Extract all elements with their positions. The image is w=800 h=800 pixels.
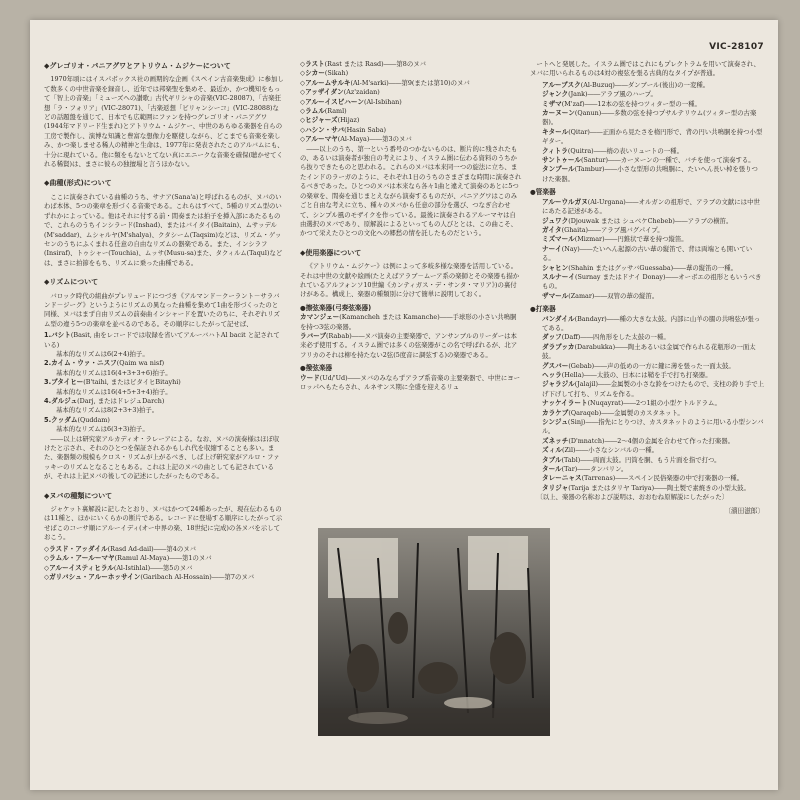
instrument-orig: (Sinj) xyxy=(567,418,586,427)
nuba-item xyxy=(300,88,522,97)
instrument-name: ヘッラ xyxy=(542,371,562,379)
nuba-number: ――第9(または第10)のヌバ xyxy=(388,78,470,87)
instrument-item xyxy=(542,245,764,264)
nuba-item xyxy=(300,116,522,125)
instrument-orig: (Ghaita) xyxy=(561,225,589,234)
instrument-orig: (Jalajil) xyxy=(574,380,598,389)
rhythm-name: 1.バシト xyxy=(44,331,71,340)
instrument-desc: ――オーボエの祖形ともいうべきもの。 xyxy=(542,272,762,291)
nuba-name: ◇アルームサルキ xyxy=(300,78,351,87)
column-1 xyxy=(44,62,284,582)
heading-performers: ◆グレゴリオ・パニアグワとアトリウム・ムジケーについて xyxy=(44,62,231,70)
paragraph-nuba-types: ジャケット裏解説に記したとおり、ヌバはかつて24種あったが、現在伝わるものは11種と、ほかにいくらかの断片である。レコードに登場する順序にしたがって示せばこのコーサ順にアルーイディ(オー中界の楽、18世紀に完成)の各ヌバを示しておこう。 xyxy=(44,505,283,542)
instrument-desc: ――手球形の小さい共鳴胴を持つ3弦の楽器。 xyxy=(300,313,517,331)
instrument-desc: ――スペイン民俗楽器の中で打楽器の一種。 xyxy=(615,474,744,483)
instrument-orig: (Tar) xyxy=(561,465,578,474)
instrument-item xyxy=(542,217,764,226)
rhythm-detail: (Qaim wa nisf) xyxy=(116,359,165,368)
nuba-name: ◇ガリバシュ・アルーホッサイン xyxy=(44,572,141,581)
paragraph-performers: 1970年頃にはイスパボックス社の画期的な企画《スペイン古音楽集成》に参加して数多くの中世音楽を録音し、近年では邦楽聖を集めそ、最近か、かつ機知をもって「智上の音楽」「ミューズへの讃歌」古代ギリシャの音楽(VIC-28087)、「古楽狂想「ラ・フォリア」(VIC-28071)、「古楽返想「ビリャンシーコ」(VIC-28088)などの話題盤を通じて、日本でも広範囲にファンを持つグレゴリオ・パニアグワ(1944年マドリード生まれ)とアトリウム・ムジケー、中世のあらゆる楽器を自らの工房で製作し、演博な知識と豊富な想像力を駆使しながら、どこまでも音楽を楽しみ、かつ楽しませる稀人の精神と生命は、1977年に発表されたこのアルバムにも、十分に現れている。他に類をもないとてない真にエニークな音楽を確保(聴かせてくれる稀賢)は、まさに彼らの独擅場と言うほかない。 xyxy=(44,75,284,169)
rhythm-item xyxy=(44,378,284,397)
instrument-orig: (Darabukka) xyxy=(574,342,616,351)
nuba-item xyxy=(44,545,284,554)
instrument-item xyxy=(542,315,764,334)
paragraph-source-note: 〔以上、楽器の名称および説明は、おおむね原解説にしたがった〕 xyxy=(536,493,729,502)
instrument-name: ガイタ xyxy=(542,225,562,234)
nuba-name: ◇ラスト xyxy=(300,60,325,68)
instrument-item xyxy=(542,147,764,156)
nuba-name: ◇ヒジャーズ xyxy=(300,116,338,125)
plucked-list xyxy=(530,81,764,184)
instrument-desc: ――葦の縦笛の一種。 xyxy=(673,263,738,272)
instrument-desc: ――12本の弦を持つツィター型の一種。 xyxy=(584,99,701,108)
rhythm-beat: 基本的なリズムは8(2+3+3)拍子。 xyxy=(56,406,159,415)
paragraph-ud-cont: ートへと発展した。イスラム圏ではこれにもプレクトラムを用いて演奏され、ヌバに用いられるものは4対の複弦を張る古典的なタイプが普通。 xyxy=(530,60,760,78)
instrument-name: ミザマ xyxy=(542,99,562,108)
nuba-name: ◇ラスド・アッダイル xyxy=(44,544,108,553)
instrument-orig: (M'zaf) xyxy=(561,99,585,108)
instrument-orig: (Rabab) xyxy=(326,331,352,340)
rhythm-detail: (Basit, 曲をレコードでは収録を省いてアルーバハトAl bacit と記されている) xyxy=(44,331,280,349)
instrument-item xyxy=(300,374,522,393)
instrument-orig: (Nuqayrat) xyxy=(587,399,624,408)
instrument-desc: ――オルガンの祖形で、アラブの文献には中世にあたる記述がある。 xyxy=(542,197,760,216)
instrument-desc: ――正面から見たさを楕円形で、背の円い共鳴胴を持つ小型ギター。 xyxy=(542,127,763,146)
nuba-orig: (Al-Istihlal) xyxy=(113,563,151,572)
paragraph-rhythm: バロック時代の組曲がプレリュードにつづき《アルマンド－クーラント－サラバンド－ジーグ》というようにリズムの異なった曲種を集めて1曲を形づくったのと同様、ヌバはまず自由リズムの前奏曲インシャードを置いたのちに、それぞれリズム型の違う5つの楽章を並べるのである。その順序にしたがって記せば、 xyxy=(44,291,280,328)
nuba-orig: (Az'zaidan) xyxy=(343,88,380,97)
rhythm-beat: 基本的なリズムは6(3+3)拍子。 xyxy=(56,425,149,434)
rhythm-detail: (Darj, またはドレジュDarch) xyxy=(77,397,165,405)
instrument-item xyxy=(542,446,764,455)
instrument-desc: ――多数の弦を持つプサルテリウム(ツィター型の古楽器)。 xyxy=(542,109,757,127)
instrument-desc: ――2つ1組の小型ケトルドラム。 xyxy=(623,399,721,408)
instrument-item xyxy=(300,313,522,332)
nuba-item xyxy=(300,79,522,88)
instrument-orig: (Al-Urgana) xyxy=(587,197,626,206)
instrument-orig: (Quitra) xyxy=(567,146,594,155)
nuba-orig: (Raml) xyxy=(324,107,347,116)
subheading-plucked: ●撥弦楽器 xyxy=(300,364,333,373)
paragraph-instruments: 《アトリウム・ムジケー》は例によって多岐多様な楽器を活用している。それは中世の文献や絵画(たとえばアラブ－ムーア系の楽師とその楽器も描かれているアルフォンソ10世編《カンティガス・デ・サンタ・マリア》)の裏付けがある。構成上、楽器の種類別に分けて簡単に説明しておく。 xyxy=(300,262,520,299)
instrument-desc: ――陶土製で素焼きの小型太鼓。 xyxy=(654,483,750,492)
nuba-number: ――第4のヌバ xyxy=(153,544,196,553)
nuba-number: ――第1のヌバ xyxy=(169,554,212,563)
instrument-desc: ――アラブの横笛。 xyxy=(674,216,733,225)
instrument-item xyxy=(542,474,764,483)
instrument-item xyxy=(542,418,764,437)
instrument-desc: ――2～4個の金属を合わせて作った打楽器。 xyxy=(604,436,735,445)
rhythm-item xyxy=(44,331,284,359)
instrument-orig: (Tambur) xyxy=(574,165,605,174)
instrument-name: キタール xyxy=(542,127,569,136)
instrument-item xyxy=(300,332,522,360)
instrument-item xyxy=(542,226,764,235)
nuba-item xyxy=(300,69,522,78)
wind-list xyxy=(530,198,764,301)
instrument-desc: ――ダンブール(後出)の一変種。 xyxy=(614,80,710,89)
instrument-item xyxy=(542,362,764,371)
instrument-name: アルーブスク xyxy=(542,80,581,89)
subheading-bowed: ●擦弦楽器(弓奏弦楽器) xyxy=(300,303,372,312)
instrument-orig: (Tabl) xyxy=(561,455,581,464)
instrument-desc: ――両面太鼓。円筒を胴、もう片面を指で打つ。 xyxy=(580,455,721,464)
nuba-orig: (Sikah) xyxy=(324,69,349,78)
column-2 xyxy=(300,60,522,392)
instrument-name: ダラブッカ xyxy=(542,342,575,351)
nuba-orig: (Hasin Saba) xyxy=(344,125,387,134)
instrument-orig: (Qitar) xyxy=(568,127,590,136)
instrument-item xyxy=(542,437,764,446)
rhythm-item xyxy=(44,397,284,416)
instrument-desc: ――陶土あるいは金属で作られる花瓶形の一面太鼓。 xyxy=(542,342,756,361)
instruments-photo-illustration xyxy=(318,528,550,736)
instrument-name: ザマール xyxy=(542,291,569,300)
liner-notes-page xyxy=(30,20,778,790)
instrument-orig: (Zil) xyxy=(561,446,576,455)
instrument-orig: (Tarrenas) xyxy=(581,474,616,483)
instrument-orig: (Shahin またはグッサバGuessaba) xyxy=(568,263,674,272)
instrument-name: スルナーイ xyxy=(542,272,575,281)
instrument-name: ナーイ xyxy=(542,244,562,253)
instrument-desc: ――四角形をした太鼓の一種。 xyxy=(580,333,670,342)
nuba-name: ◇アッザイダン xyxy=(300,88,344,97)
instrument-item xyxy=(542,273,764,292)
nuba-number: ――第8のヌバ xyxy=(383,60,426,68)
instrument-orig: (D'mnatch) xyxy=(568,436,605,445)
nuba-item xyxy=(44,573,284,582)
instrument-name: カマンジェー xyxy=(300,313,340,322)
instrument-name: シンジュ xyxy=(542,418,568,427)
instrument-name: タール xyxy=(542,465,562,474)
instrument-orig: (Djouwak または シュベケChebeb) xyxy=(568,216,675,225)
instrument-orig: (Qaraqeb) xyxy=(568,408,602,417)
instrument-orig: (Bandayr) xyxy=(574,314,607,323)
rhythm-beat: 基本的なリズムは16(4+5+3+4)拍子。 xyxy=(56,387,172,396)
instrument-name: アルーウルガヌ xyxy=(542,197,588,206)
nuba-number: ――第7のヌバ xyxy=(211,572,255,581)
nuba-item xyxy=(300,98,522,107)
instrument-item xyxy=(542,380,764,399)
nuba-item xyxy=(44,554,284,563)
nuba-orig: (Al-Isbihan) xyxy=(363,97,402,106)
instrument-desc: ――楕の表いリュートの一種。 xyxy=(593,146,683,155)
subheading-wind: ●管楽器 xyxy=(530,188,556,197)
instrument-item xyxy=(542,100,764,109)
nuba-list-continued xyxy=(300,60,522,145)
instrument-desc: ――円錐状で葦を持つ縦笛。 xyxy=(604,235,688,244)
instrument-desc: ――声の低めの一方に鍵に薄を張った一面太鼓。 xyxy=(594,361,735,370)
nuba-orig: (Rast または Rasd) xyxy=(324,60,384,68)
instrument-orig: (Zamar) xyxy=(568,291,595,300)
instrument-orig: (Hella) xyxy=(561,371,585,379)
nuba-number: ――第5のヌバ xyxy=(150,563,193,572)
instrument-name: ジュワク xyxy=(542,216,569,225)
instruments-photo xyxy=(318,528,550,736)
rhythm-name: 3.ブタイヒー xyxy=(44,378,84,387)
instrument-name: バンダイル xyxy=(542,314,575,323)
instrument-desc: ――小さなシンバルの一種。 xyxy=(575,446,658,455)
instrument-orig: (Kamancheh または Kamanche) xyxy=(339,313,440,322)
paragraph-forms: ここに演奏されている曲種のうち、サナア(Sana'a)と呼ばれるものが、ヌバのいわば本体、5つの楽章を形づくる音楽である。これらはすべて、5種のリズム型のいずれかによっている。他はそれに付する前・間奏または拍子を挿入部にあたるもので、これらのうちインシラード(Inshad)、またはバイタイ(Baitain)、ムサッデル(M'saddar)、ムシャルヤ(M'shalya)、クタシーム(Taqsim)などは、リズム・ゲッセンのうちにふくまれる任意の自由なリズムの器楽である。また、インシラフ(Insiraf)、トゥシャー(Touchia)、ムッサ(Musu-sa)また、タクィルム(Taqul)などは、まさに拍節をもち、リズムに乗った曲種である。 xyxy=(44,192,283,267)
instrument-item xyxy=(542,90,764,99)
rhythm-beat: 基本的なリズムは6(2+4)拍子。 xyxy=(56,349,149,358)
instrument-desc: ――アラブ風のハープ。 xyxy=(587,90,657,99)
instrument-desc: ――双管の葦の縦笛。 xyxy=(594,291,659,300)
instrument-name: ジャンク xyxy=(542,90,569,99)
instrument-name: グスバー xyxy=(542,361,569,370)
nuba-name: ◇ラムル・アールーマヤ xyxy=(44,554,115,563)
rhythm-list xyxy=(44,331,284,434)
paragraph-nuba-summary: ――以上のうち、第一という番号のつかないものは、断片的に残されたもの、あるいは演奏者が独自の考えにより、イスラム圏に伝わる資料のうちから抜りできたものと思われる。これらのヌバは本来同一つの旋法に立ち、またインドのラーガのように、それぞれ1日のうちのさまざまな時間に演奏されるべきであった。ひとつのヌバは本来なら各々1曲と違えて演奏のあとに5つの楽章を、間奏を通じまとえながら演奏するものだが、パニアグワはこのみごと自由な考えに立ち、種々のヌバから任意の部分を選び、つなぎ合わせて、シンプル風のモザイクを作っている。最後に演奏されるアルーマヤは自由選択のヌバであり、原解説によるといってもの人びととは、この曲こそ、かつて栄えたひとつの文化への郷愁の情を託したものだという。 xyxy=(300,144,522,238)
catalog-number: VIC-28107 xyxy=(709,42,764,52)
nuba-item xyxy=(44,564,284,573)
instrument-name: カラケブ xyxy=(542,408,569,417)
instrument-desc: ――タンバリン。 xyxy=(577,465,628,474)
instrument-item xyxy=(542,456,764,465)
instrument-desc: ――金属製のカスタネット。 xyxy=(601,408,684,417)
instrument-desc: ――小さな型形の共鳴胴に、たいへん長い棹を張りつけた楽器。 xyxy=(542,165,758,183)
instrument-name: サントゥール xyxy=(542,156,581,165)
nuba-name: ◇アルーイスビハーン xyxy=(300,97,364,106)
instrument-orig: (Surnay またはドナイ Donay) xyxy=(574,272,666,281)
instrument-item xyxy=(542,371,764,380)
nuba-orig: (Al-Maya) xyxy=(337,135,370,144)
nuba-name: ◇アルーマヤ xyxy=(300,135,338,144)
instrument-name: ナッケイラート xyxy=(542,399,588,408)
instrument-name: シャヒン xyxy=(542,263,569,272)
column-3 xyxy=(530,60,764,516)
nuba-name: ◇アルーイスティヒラル xyxy=(44,563,114,572)
nuba-item xyxy=(300,135,522,144)
instrument-name: ジャラジル xyxy=(542,380,575,389)
instrument-item xyxy=(542,484,764,493)
instrument-name: ラバーブ xyxy=(300,331,327,340)
nuba-list xyxy=(44,545,284,583)
heading-nuba-types: ◆ヌバの種類について xyxy=(44,491,113,500)
instrument-desc: ――たいへん起源の古い葦の縦笛で、背は両端とも開いている。 xyxy=(542,244,753,263)
instrument-name: ズィル xyxy=(542,446,562,455)
instrument-desc: ――太鼓の、日本には鞘を手で打ち打楽器。 xyxy=(584,371,712,379)
instrument-item xyxy=(542,292,764,301)
heading-rhythm: ◆リズムについて xyxy=(44,278,99,287)
instrument-name: タリジャ xyxy=(542,483,569,492)
rhythm-item xyxy=(44,359,284,378)
instrument-item xyxy=(542,128,764,147)
nuba-orig: (Garibach Al-Hossain) xyxy=(140,572,212,581)
instrument-name: タレーニャス xyxy=(542,474,582,483)
instrument-orig: (Daff) xyxy=(561,333,581,342)
rhythm-name: 5.クッダム xyxy=(44,415,78,424)
instrument-orig: (Nay) xyxy=(561,244,580,253)
instrument-orig: (Tarija またはタリヤ Tariya) xyxy=(568,483,655,492)
heading-instruments: ◆使用楽器について xyxy=(300,248,362,257)
nuba-item xyxy=(300,126,522,135)
instrument-orig: (Santur) xyxy=(580,156,608,165)
nuba-orig: (Ramul Al-Maya) xyxy=(114,554,170,563)
percussion-list xyxy=(530,315,764,494)
instrument-orig: (Gebab) xyxy=(568,361,595,370)
instrument-desc: ――アラブ風バグパイプ。 xyxy=(588,225,664,234)
instrument-desc: ――ヌバのみならずアラブ系音楽の主要楽器で、中世にヨーロッパへもたらされ、ルネサンス期に全盛を迎えるリュ xyxy=(300,373,520,391)
instrument-orig: (Mizmar) xyxy=(574,235,605,244)
heading-forms: ◆曲種(形式)について xyxy=(44,179,112,188)
instrument-desc: ――金属製の小さな鈴をつけたもので、支柱の鈴り手で上げ下げして打ち、リズムを作る。 xyxy=(542,380,764,398)
nuba-orig: (Al-M'sarki) xyxy=(350,78,389,87)
instrument-item xyxy=(542,264,764,273)
nuba-number: ――第3のヌバ xyxy=(369,135,412,144)
paragraph-rhythm-note: ――以上は研究家アルカディオ・ラレーアによる。なお、ヌバの演奏様はほぼ収けたと示され、それのひとつを保証されるかもしれ代を収縮することも多い。また、楽器類の規模もクロス・リズムが上がるべき、しば上げ研究家がアルロ・ファッキーのリズムとなることもある。これは上記のヌバの曲としても記されているが、それは上記ヌバの後しての記述にしたがったものである。 xyxy=(44,434,280,481)
rhythm-name: 2.カイム・ウァ・ニスフ xyxy=(44,359,117,368)
instrument-item xyxy=(542,109,764,128)
instrument-name: タンブール xyxy=(542,165,575,174)
instrument-desc: ――ヌバ演奏の主要楽器で、アンサンブルのリーダーは本来必ず使用する。イスラム圏では多くの弦楽器がこの名で呼ばれるが、北アフリカのそれは柳を持たない2弦(5度音に調弦する)の楽器である。 xyxy=(300,331,518,359)
instrument-item xyxy=(542,235,764,244)
instrument-orig: (Ud/'Ud) xyxy=(319,373,348,382)
nuba-name: ◇ハシン・サバ xyxy=(300,125,345,134)
nuba-name: ◇シカー xyxy=(300,69,325,78)
rhythm-detail: (Quddam) xyxy=(77,415,110,424)
instrument-orig: (Al-Buzuq) xyxy=(580,80,615,89)
subheading-percussion: ●打楽器 xyxy=(530,305,556,314)
instrument-name: ミズマール xyxy=(542,235,575,244)
instrument-name: ダッフ xyxy=(542,333,562,342)
instrument-name: ウード xyxy=(300,373,320,382)
nuba-orig: (Hijaz) xyxy=(337,116,360,125)
author-credit: 〔濱田滋郎〕 xyxy=(724,506,764,515)
instrument-name: タブル xyxy=(542,455,562,464)
rhythm-beat: 基本的なリズムは16(4+3+3+6)拍子。 xyxy=(56,368,172,377)
instrument-desc: ――指先にとりつけ、カスタネットのように用いる小型シンバル。 xyxy=(542,418,764,436)
instrument-orig: (Jank) xyxy=(568,90,588,99)
rhythm-name: 4.ダルジュ xyxy=(44,397,78,405)
nuba-name: ◇ラムル xyxy=(300,107,325,116)
instrument-item xyxy=(542,81,764,90)
instrument-item xyxy=(542,343,764,362)
instrument-orig: (Qanun) xyxy=(574,109,602,118)
instrument-desc: ――カーヌーンの一種で、バチを使って演奏する。 xyxy=(607,156,755,165)
instrument-name: クィトラ xyxy=(542,146,568,155)
rhythm-item xyxy=(44,416,284,435)
instrument-name: ズネッチ xyxy=(542,436,569,445)
nuba-orig: (Rasd Ad-dail) xyxy=(107,544,154,553)
instrument-item xyxy=(542,333,764,342)
instrument-desc: ――種の大きな太鼓。内部に山羊の腸の共鳴弦が張ってある。 xyxy=(542,314,761,332)
instrument-item xyxy=(542,409,764,418)
instrument-item xyxy=(542,198,764,217)
rhythm-detail: (B'taihi, またはビタイヒBitayhi) xyxy=(83,378,181,387)
instrument-item xyxy=(542,399,764,408)
nuba-item xyxy=(300,60,522,69)
instrument-item xyxy=(542,165,764,184)
instrument-name: カーヌーン xyxy=(542,109,575,118)
